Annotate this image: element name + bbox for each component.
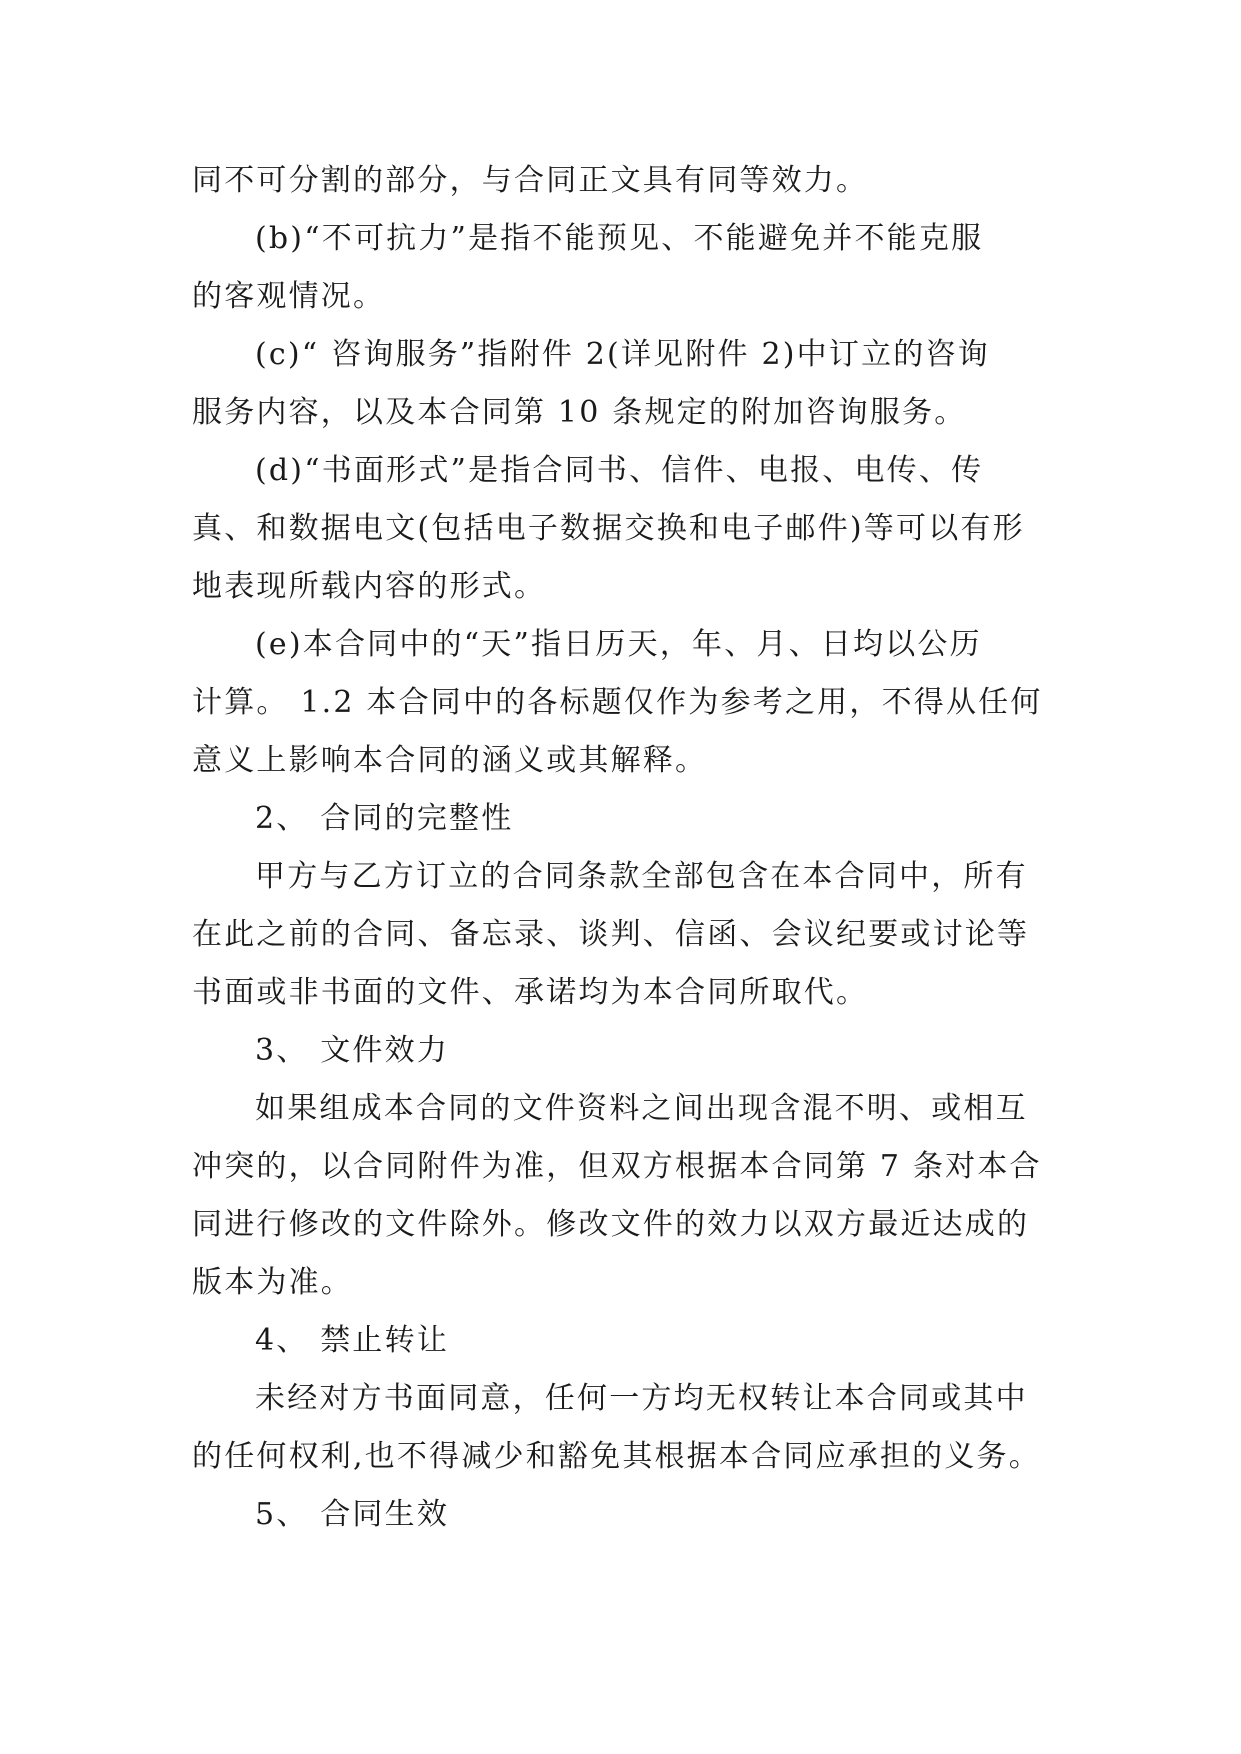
text-line: 书面或非书面的文件、承诺均为本合同所取代。 — [192, 975, 869, 1010]
definition-b: (b)“不可抗力”是指不能预见、不能避免并不能克服 — [255, 221, 984, 256]
text-line: 在此之前的合同、备忘录、谈判、信函、会议纪要或讨论等 — [192, 917, 1030, 952]
text-line: 真、和数据电文(包括电子数据交换和电子邮件)等可以有形 — [192, 511, 1025, 546]
text-line: 服务内容，以及本合同第 10 条规定的附加咨询服务。 — [192, 395, 967, 430]
text-line: 的客观情况。 — [192, 279, 386, 314]
text-line: 版本为准。 — [192, 1265, 353, 1300]
text-line: 冲突的，以合同附件为准，但双方根据本合同第 7 条对本合 — [192, 1149, 1042, 1184]
text-line: 计算。 1.2 本合同中的各标题仅作为参考之用，不得从任何 — [192, 685, 1043, 720]
text-line: 意义上影响本合同的涵义或其解释。 — [192, 743, 708, 778]
paragraph-start: 甲方与乙方订立的合同条款全部包含在本合同中，所有 — [255, 859, 1028, 894]
text-line: 同进行修改的文件除外。修改文件的效力以双方最近达成的 — [192, 1207, 1030, 1242]
section-heading-3: 3、 文件效力 — [255, 1033, 450, 1068]
section-heading-4: 4、 禁止转让 — [255, 1323, 450, 1358]
text-line: 的任何权利,也不得减少和豁免其根据本合同应承担的义务。 — [192, 1439, 1041, 1474]
definition-c: (c)“ 咨询服务”指附件 2(详见附件 2)中订立的咨询 — [255, 337, 990, 372]
section-heading-2: 2、 合同的完整性 — [255, 801, 514, 836]
section-heading-5: 5、 合同生效 — [255, 1497, 450, 1532]
definition-e: (e)本合同中的“天”指日历天，年、月、日均以公历 — [255, 627, 982, 662]
paragraph-start: 如果组成本合同的文件资料之间出现含混不明、或相互 — [255, 1091, 1028, 1126]
paragraph-start: 未经对方书面同意，任何一方均无权转让本合同或其中 — [255, 1381, 1028, 1416]
definition-d: (d)“书面形式”是指合同书、信件、电报、电传、传 — [255, 453, 984, 488]
text-line: 同不可分割的部分，与合同正文具有同等效力。 — [192, 163, 869, 198]
contract-text-body — [192, 152, 1064, 1544]
text-line: 地表现所载内容的形式。 — [192, 569, 547, 604]
